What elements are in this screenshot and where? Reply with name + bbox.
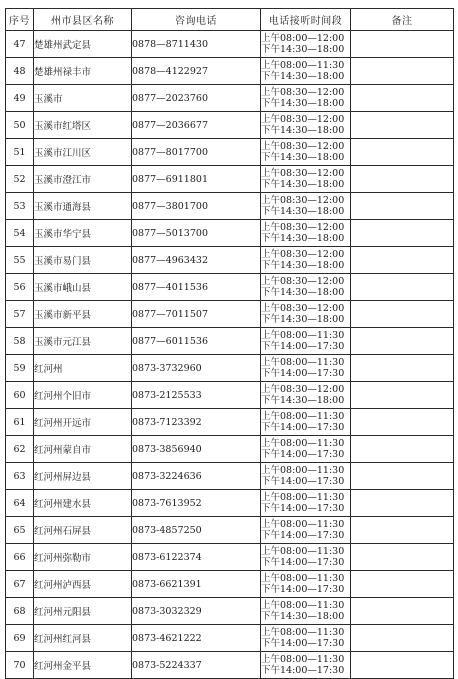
afternoon-hours: 下午14:00—17:30 <box>261 449 345 460</box>
note-cell <box>351 247 454 274</box>
afternoon-hours: 下午14:00—17:30 <box>261 476 345 487</box>
answer-hours <box>261 463 351 490</box>
answer-hours <box>261 58 351 85</box>
answer-hours <box>261 247 351 274</box>
region-name: 玉溪市红塔区 <box>34 112 132 139</box>
table-row <box>6 220 454 247</box>
region-name: 红河州元阳县 <box>34 598 132 625</box>
region-name: 玉溪市新平县 <box>34 301 132 328</box>
note-cell <box>351 382 454 409</box>
phone-number: 0878—8711430 <box>132 31 261 58</box>
note-cell <box>351 166 454 193</box>
answer-hours <box>261 328 351 355</box>
morning-hours: 上午08:30—12:00 <box>261 168 345 179</box>
table-row <box>6 328 454 355</box>
phone-number: 0873-3224636 <box>132 463 261 490</box>
afternoon-hours: 下午14:00—17:30 <box>261 368 345 379</box>
answer-hours <box>261 571 351 598</box>
table-row <box>6 58 454 85</box>
morning-hours: 上午08:30—12:00 <box>261 195 345 206</box>
note-cell <box>351 31 454 58</box>
phone-number: 0873-6122374 <box>132 544 261 571</box>
phone-number: 0877—7011507 <box>132 301 261 328</box>
region-name: 玉溪市澄江市 <box>34 166 132 193</box>
answer-hours <box>261 193 351 220</box>
table-row <box>6 247 454 274</box>
row-number: 48 <box>6 58 34 85</box>
table-row <box>6 31 454 58</box>
morning-hours: 上午08:00—11:30 <box>261 546 345 557</box>
region-name: 红河州金平县 <box>34 652 132 679</box>
table-header-row <box>6 9 454 31</box>
row-number: 50 <box>6 112 34 139</box>
answer-hours <box>261 355 351 382</box>
answer-hours <box>261 112 351 139</box>
row-number: 62 <box>6 436 34 463</box>
table-row <box>6 355 454 382</box>
table-row <box>6 544 454 571</box>
region-name: 玉溪市 <box>34 85 132 112</box>
region-name: 红河州红河县 <box>34 625 132 652</box>
phone-number: 0873-4621222 <box>132 625 261 652</box>
answer-hours <box>261 436 351 463</box>
table-row <box>6 436 454 463</box>
answer-hours <box>261 409 351 436</box>
table-row <box>6 463 454 490</box>
afternoon-hours: 下午14:30—18:00 <box>261 125 345 136</box>
phone-number: 0873-3732960 <box>132 355 261 382</box>
answer-hours <box>261 31 351 58</box>
answer-hours <box>261 652 351 679</box>
morning-hours: 上午08:30—12:00 <box>261 249 345 260</box>
note-cell <box>351 436 454 463</box>
region-name: 红河州个旧市 <box>34 382 132 409</box>
row-number: 56 <box>6 274 34 301</box>
note-cell <box>351 139 454 166</box>
table-body <box>6 31 454 679</box>
region-name: 玉溪市易门县 <box>34 247 132 274</box>
row-number: 53 <box>6 193 34 220</box>
answer-hours <box>261 490 351 517</box>
table-row <box>6 193 454 220</box>
phone-number: 0873-3856940 <box>132 436 261 463</box>
morning-hours: 上午08:30—12:00 <box>261 114 345 125</box>
table-row <box>6 382 454 409</box>
phone-number: 0873-6621391 <box>132 571 261 598</box>
answer-hours <box>261 517 351 544</box>
afternoon-hours: 下午14:00—17:30 <box>261 665 345 676</box>
morning-hours: 上午08:00—11:30 <box>261 330 345 341</box>
table-row <box>6 274 454 301</box>
afternoon-hours: 下午14:30—18:00 <box>261 44 345 55</box>
row-number: 49 <box>6 85 34 112</box>
morning-hours: 上午08:00—11:30 <box>261 573 345 584</box>
row-number: 55 <box>6 247 34 274</box>
region-name: 红河州泸西县 <box>34 571 132 598</box>
note-cell <box>351 625 454 652</box>
morning-hours: 上午08:30—12:00 <box>261 141 345 152</box>
phone-number: 0877—8017700 <box>132 139 261 166</box>
table-row <box>6 571 454 598</box>
region-name: 红河州石屏县 <box>34 517 132 544</box>
morning-hours: 上午08:00—11:30 <box>261 492 345 503</box>
note-cell <box>351 85 454 112</box>
phone-number: 0877—6911801 <box>132 166 261 193</box>
answer-hours <box>261 598 351 625</box>
note-cell <box>351 274 454 301</box>
note-cell <box>351 409 454 436</box>
table-row <box>6 625 454 652</box>
table-row <box>6 652 454 679</box>
table-row <box>6 517 454 544</box>
afternoon-hours: 下午14:30—18:00 <box>261 179 345 190</box>
row-number: 60 <box>6 382 34 409</box>
region-name: 楚雄州禄丰市 <box>34 58 132 85</box>
morning-hours: 上午08:00—12:00 <box>261 33 345 44</box>
afternoon-hours: 下午14:30—18:00 <box>261 233 345 244</box>
afternoon-hours: 下午14:00—17:30 <box>261 530 345 541</box>
phone-number: 0877—2023760 <box>132 85 261 112</box>
header-hours: 电话接听时间段 <box>261 9 351 31</box>
note-cell <box>351 490 454 517</box>
afternoon-hours: 下午14:30—18:00 <box>261 611 345 622</box>
phone-number: 0873-5224337 <box>132 652 261 679</box>
morning-hours: 上午08:00—11:30 <box>261 411 345 422</box>
row-number: 54 <box>6 220 34 247</box>
morning-hours: 上午08:00—11:30 <box>261 600 345 611</box>
phone-number: 0873-3032329 <box>132 598 261 625</box>
morning-hours: 上午08:30—12:00 <box>261 303 345 314</box>
phone-number: 0878—4122927 <box>132 58 261 85</box>
region-name: 玉溪市元江县 <box>34 328 132 355</box>
row-number: 65 <box>6 517 34 544</box>
afternoon-hours: 下午14:30—18:00 <box>261 314 345 325</box>
row-number: 67 <box>6 571 34 598</box>
region-name: 红河州 <box>34 355 132 382</box>
morning-hours: 上午08:30—12:00 <box>261 222 345 233</box>
row-number: 52 <box>6 166 34 193</box>
phone-number: 0877—5013700 <box>132 220 261 247</box>
note-cell <box>351 112 454 139</box>
row-number: 70 <box>6 652 34 679</box>
note-cell <box>351 355 454 382</box>
table-row <box>6 301 454 328</box>
answer-hours <box>261 139 351 166</box>
row-number: 64 <box>6 490 34 517</box>
answer-hours <box>261 301 351 328</box>
answer-hours <box>261 544 351 571</box>
morning-hours: 上午08:00—11:30 <box>261 519 345 530</box>
note-cell <box>351 598 454 625</box>
afternoon-hours: 下午14:00—17:30 <box>261 584 345 595</box>
table-row <box>6 598 454 625</box>
afternoon-hours: 下午14:30—18:00 <box>261 287 345 298</box>
header-note: 备注 <box>351 9 454 31</box>
afternoon-hours: 下午14:30—18:00 <box>261 260 345 271</box>
region-name: 玉溪市华宁县 <box>34 220 132 247</box>
table-row <box>6 490 454 517</box>
morning-hours: 上午08:00—11:30 <box>261 60 345 71</box>
afternoon-hours: 下午14:30—18:00 <box>261 152 345 163</box>
note-cell <box>351 517 454 544</box>
afternoon-hours: 下午14:30—18:00 <box>261 71 345 82</box>
region-name: 红河州建水县 <box>34 490 132 517</box>
phone-number: 0877—2036677 <box>132 112 261 139</box>
note-cell <box>351 301 454 328</box>
row-number: 69 <box>6 625 34 652</box>
afternoon-hours: 下午14:30—18:00 <box>261 206 345 217</box>
table-row <box>6 409 454 436</box>
phone-number: 0877—6011536 <box>132 328 261 355</box>
answer-hours <box>261 166 351 193</box>
note-cell <box>351 544 454 571</box>
note-cell <box>351 58 454 85</box>
afternoon-hours: 下午14:30—18:00 <box>261 98 345 109</box>
answer-hours <box>261 220 351 247</box>
region-name: 玉溪市峨山县 <box>34 274 132 301</box>
header-no: 序号 <box>6 9 34 31</box>
hotline-table <box>5 8 454 679</box>
phone-number: 0873-4857250 <box>132 517 261 544</box>
answer-hours <box>261 274 351 301</box>
row-number: 68 <box>6 598 34 625</box>
morning-hours: 上午08:30—12:00 <box>261 87 345 98</box>
region-name: 玉溪市江川区 <box>34 139 132 166</box>
row-number: 47 <box>6 31 34 58</box>
table-row <box>6 139 454 166</box>
table-row <box>6 85 454 112</box>
morning-hours: 上午08:30—12:00 <box>261 384 345 395</box>
region-name: 楚雄州武定县 <box>34 31 132 58</box>
row-number: 61 <box>6 409 34 436</box>
table-row <box>6 166 454 193</box>
morning-hours: 上午08:00—11:30 <box>261 654 345 665</box>
note-cell <box>351 193 454 220</box>
answer-hours <box>261 382 351 409</box>
answer-hours <box>261 625 351 652</box>
hotline-directory-page <box>5 8 454 679</box>
note-cell <box>351 220 454 247</box>
afternoon-hours: 下午14:00—17:30 <box>261 503 345 514</box>
afternoon-hours: 下午14:30—18:00 <box>261 395 345 406</box>
phone-number: 0873-7613952 <box>132 490 261 517</box>
region-name: 红河州开远市 <box>34 409 132 436</box>
region-name: 红河州屏边县 <box>34 463 132 490</box>
phone-number: 0873-2125533 <box>132 382 261 409</box>
note-cell <box>351 463 454 490</box>
row-number: 63 <box>6 463 34 490</box>
row-number: 57 <box>6 301 34 328</box>
afternoon-hours: 下午14:00—17:30 <box>261 638 345 649</box>
table-row <box>6 112 454 139</box>
afternoon-hours: 下午14:00—17:30 <box>261 422 345 433</box>
row-number: 58 <box>6 328 34 355</box>
region-name: 红河州弥勒市 <box>34 544 132 571</box>
header-phone: 咨询电话 <box>132 9 261 31</box>
row-number: 51 <box>6 139 34 166</box>
note-cell <box>351 652 454 679</box>
phone-number: 0877—4963432 <box>132 247 261 274</box>
row-number: 66 <box>6 544 34 571</box>
phone-number: 0877—4011536 <box>132 274 261 301</box>
phone-number: 0873-7123392 <box>132 409 261 436</box>
header-name: 州市县区名称 <box>34 9 132 31</box>
morning-hours: 上午08:00—11:30 <box>261 465 345 476</box>
morning-hours: 上午08:00—11:30 <box>261 357 345 368</box>
note-cell <box>351 571 454 598</box>
row-number: 59 <box>6 355 34 382</box>
answer-hours <box>261 85 351 112</box>
phone-number: 0877—3801700 <box>132 193 261 220</box>
afternoon-hours: 下午14:00—17:30 <box>261 341 345 352</box>
region-name: 红河州蒙自市 <box>34 436 132 463</box>
morning-hours: 上午08:30—12:00 <box>261 276 345 287</box>
region-name: 玉溪市通海县 <box>34 193 132 220</box>
afternoon-hours: 下午14:00—17:30 <box>261 557 345 568</box>
morning-hours: 上午08:00—11:30 <box>261 438 345 449</box>
morning-hours: 上午08:00—11:30 <box>261 627 345 638</box>
note-cell <box>351 328 454 355</box>
